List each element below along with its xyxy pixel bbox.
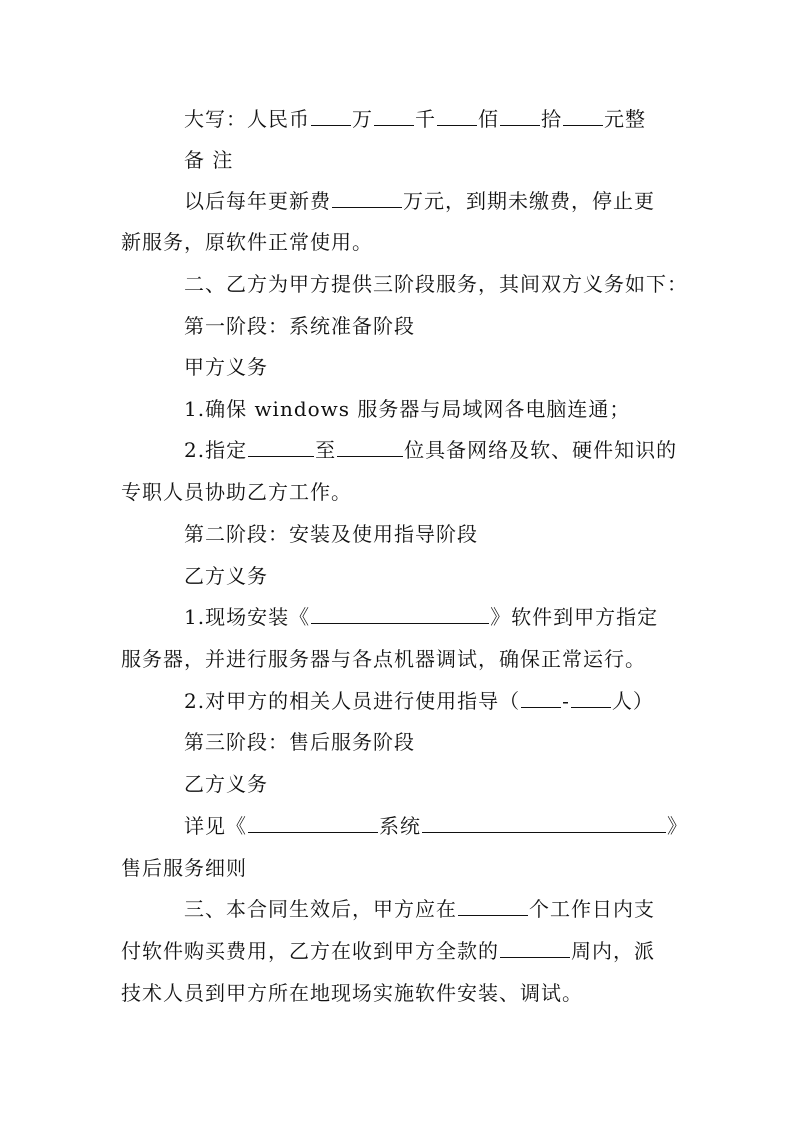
amount-in-words-line [184,107,646,131]
unit-qian: 千 [415,107,436,131]
stage-two-item-1-continuation: 服务器，并进行服务器与各点机器调试，确保正常运行。 [121,647,646,671]
blank-bai[interactable] [437,107,477,126]
training-unit: 人） [611,689,654,713]
section-three-line [184,897,655,921]
stage-one-item-1: 1.确保 windows 服务器与局域网各电脑连通； [184,397,631,421]
after-sales-rules: 售后服务细则 [121,856,247,880]
party-b-obligations-heading-2: 乙方义务 [184,772,268,796]
unit-bai: 佰 [478,107,499,131]
renewal-fee-label: 以后每年更新费 [184,189,331,213]
unit-wan: 万 [352,107,373,131]
remarks-label: 备 注 [184,148,234,172]
blank-trainees-max[interactable] [571,689,611,708]
stage-one-item-2 [184,438,677,462]
blank-wan[interactable] [311,107,351,126]
renewal-fee-continuation: 新服务，原软件正常使用。 [121,230,373,254]
blank-shi[interactable] [500,107,540,126]
unit-shi: 拾 [541,107,562,131]
payment-text: 付软件购买费用，乙方在收到甲方全款的 [121,939,499,963]
stage-one-title: 第一阶段：系统准备阶段 [184,314,415,338]
blank-software-name[interactable] [311,605,489,624]
blank-renewal-fee[interactable] [332,189,402,208]
payment-line [121,939,655,963]
renewal-fee-text: 万元，到期未缴费，停止更 [403,189,655,213]
stage-two-item-2 [184,689,654,713]
close-bracket: 》 [667,814,688,838]
item-2-to: 至 [315,438,337,462]
stage-one-item-2-continuation: 专职人员协助乙方工作。 [121,480,352,504]
see-label: 详见《 [184,814,247,838]
blank-qian[interactable] [374,107,414,126]
section-three-text: 三、本合同生效后，甲方应在 [184,897,457,921]
after-sales-reference [184,814,688,838]
training-label: 2.对甲方的相关人员进行使用指导（ [184,689,521,713]
working-days-text: 个工作日内支 [529,897,655,921]
item-2-label: 2.指定 [184,438,248,462]
stage-two-item-1 [184,605,658,629]
party-b-obligations-heading-1: 乙方义务 [184,564,268,588]
label-amount-rmb: 大写：人民币 [184,107,310,131]
stage-two-title: 第二阶段：安装及使用指导阶段 [184,522,478,546]
blank-yuan[interactable] [563,107,603,126]
install-label: 1.现场安装《 [184,605,311,629]
blank-staff-min[interactable] [248,438,314,457]
onsite-install-line: 技术人员到甲方所在地现场实施软件安装、调试。 [121,981,583,1005]
section-two-heading: 二、乙方为甲方提供三阶段服务，其间双方义务如下： [184,272,688,296]
blank-trainees-min[interactable] [521,689,561,708]
blank-staff-max[interactable] [337,438,403,457]
blank-system-name[interactable] [248,814,378,833]
blank-weeks[interactable] [500,939,570,958]
renewal-fee-line [184,189,655,213]
unit-yuan-zheng: 元整 [604,107,646,131]
party-a-obligations-heading: 甲方义务 [184,355,268,379]
blank-working-days[interactable] [458,897,528,916]
system-label: 系统 [379,814,421,838]
weeks-text: 周内，派 [571,939,655,963]
item-2-text: 位具备网络及软、硬件知识的 [404,438,678,462]
training-dash: - [562,689,570,713]
stage-three-title: 第三阶段：售后服务阶段 [184,730,415,754]
install-text: 》软件到甲方指定 [490,605,659,629]
blank-system-detail[interactable] [422,814,666,833]
